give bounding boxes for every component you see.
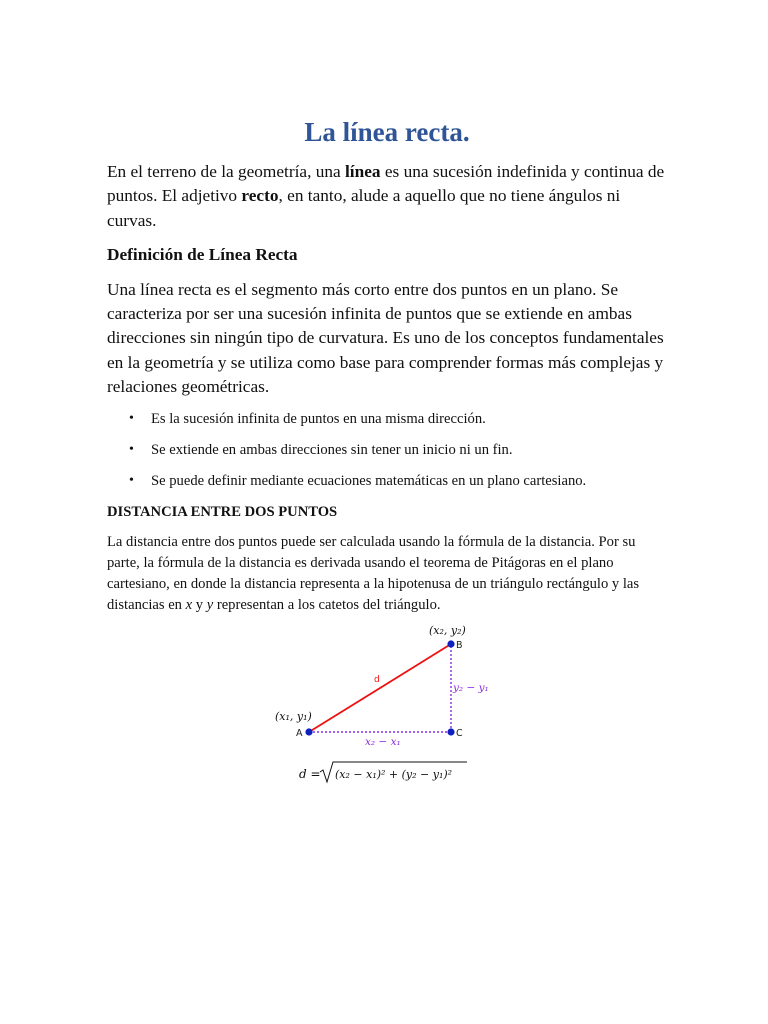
point-a-label: A bbox=[296, 728, 303, 739]
page-title: La línea recta. bbox=[304, 117, 470, 147]
point-b-label: B bbox=[456, 640, 463, 651]
distance-paragraph bbox=[107, 532, 667, 615]
point-c bbox=[447, 728, 454, 735]
coord-b-label: (x₂, y₂) bbox=[429, 624, 466, 637]
formula-radicand: (x₂ − x₁)² + (y₂ − y₁)² bbox=[335, 768, 453, 781]
distance-text-and: y bbox=[192, 596, 207, 613]
intro-text-2: es una sucesión indefinida y continua de puntos. El adjetivo bbox=[107, 162, 665, 206]
list-item: • Se extiende en ambas direcciones sin tener un inicio ni un fin. bbox=[151, 440, 667, 460]
list-item: • Es la sucesión infinita de puntos en una misma dirección. bbox=[151, 409, 667, 429]
segment-label: d bbox=[374, 675, 380, 685]
intro-text-1: En el terreno de la geometría, una bbox=[107, 162, 345, 181]
hypotenuse-line bbox=[309, 644, 451, 732]
distance-text-1: La distancia entre dos puntos puede ser calculada usando la fórmula de la distancia. Por su parte, la fórmula de la distancia es derivada usando el teorema de Pitágoras en el plano cartesiano, en donde la distancia representa a la hipotenusa de un triángulo rectángulo y las distancias en bbox=[107, 534, 640, 613]
distance-diagram bbox=[272, 620, 489, 790]
document-content bbox=[107, 112, 667, 616]
list-item: • Se puede definir mediante ecuaciones matemáticas en un plano cartesiano. bbox=[151, 471, 667, 491]
distance-var-y: y bbox=[206, 596, 214, 613]
definition-paragraph: Una línea recta es el segmento más corto entre dos puntos en un plano. Se caracteriza por ser una sucesión infinita de puntos que se extiende en ambas direcciones sin ningún tipo de curvatura. Es uno de los conceptos fundamentales en la geometría y se utiliza como base para comprender formas más complejas y relaciones geométricas. bbox=[107, 279, 664, 397]
distance-figure bbox=[272, 620, 489, 790]
horizontal-leg-label: x₂ − x₁ bbox=[365, 736, 401, 748]
distance-text-2: representan a los catetos del triángulo. bbox=[213, 596, 441, 613]
intro-paragraph bbox=[107, 160, 667, 233]
vertical-leg-label: y₂ − y₁ bbox=[453, 682, 489, 694]
intro-text-3: , en tanto, alude a aquello que no tiene ángulos ni curvas. bbox=[107, 186, 621, 230]
distance-var-x: x bbox=[185, 596, 193, 613]
point-a bbox=[305, 728, 312, 735]
bullet-list bbox=[107, 409, 667, 491]
intro-bold-linea: línea bbox=[345, 162, 381, 181]
point-c-label: C bbox=[456, 728, 463, 739]
definition-heading: Definición de Línea Recta bbox=[107, 244, 298, 264]
distance-heading: DISTANCIA ENTRE DOS PUNTOS bbox=[107, 504, 338, 521]
intro-bold-recto: recto bbox=[241, 186, 279, 206]
formula-lhs: d = bbox=[299, 767, 321, 781]
point-b bbox=[447, 640, 454, 647]
coord-a-label: (x₁, y₁) bbox=[275, 710, 312, 723]
